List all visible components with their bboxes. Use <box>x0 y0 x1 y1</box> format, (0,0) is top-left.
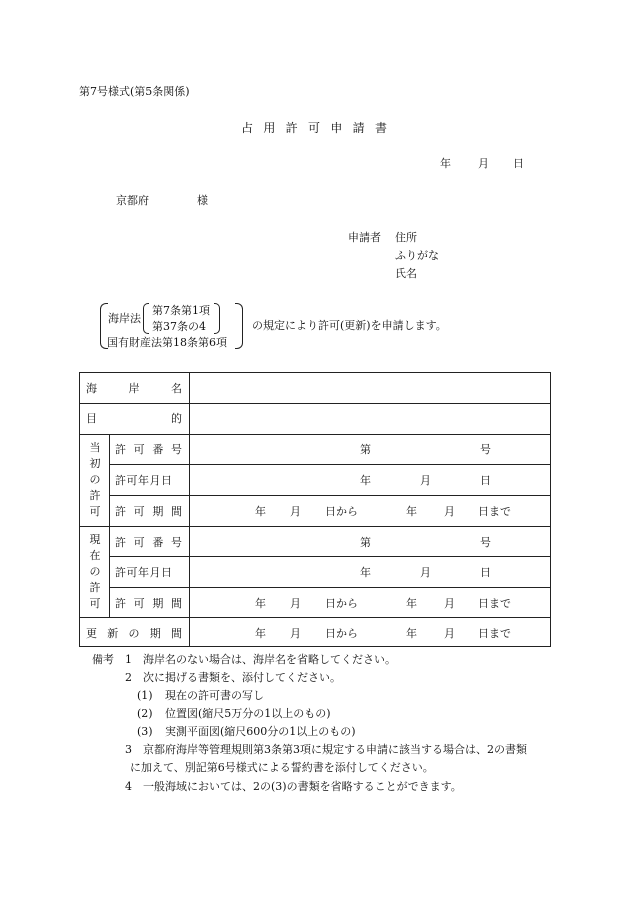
note-4-text: 一般海域においては、2の(3)の書類を省略することができます。 <box>143 780 462 793</box>
note-2-1-num: (1) <box>137 689 153 702</box>
addressee: 京都府 <box>116 194 149 207</box>
note-2-text: 次に掲げる書類を、添付してください。 <box>143 671 341 684</box>
initial-permit-number-label: 許 可 番 号 <box>115 443 182 456</box>
current-permit-group-label: 現 在 の 許 可 <box>89 533 101 610</box>
law2-label: 国有財産法第18条第6項 <box>107 336 227 349</box>
renewal-period-field[interactable]: 年 月 日から 年 月 日まで <box>255 627 511 640</box>
addressee-honorific: 様 <box>197 194 208 207</box>
initial-permit-number-field[interactable]: 第 号 <box>360 443 491 456</box>
purpose-field[interactable] <box>190 404 550 433</box>
note-2-num: 2 <box>125 671 132 684</box>
law1-item-2: 第37条の4 <box>152 320 206 333</box>
note-1-text: 海岸名のない場合は、海岸名を省略してください。 <box>143 653 396 666</box>
notes-header: 備考 <box>92 653 114 666</box>
applicant-address-label: 住所 <box>395 231 417 244</box>
applicant-furigana-label: ふりがな <box>395 249 439 262</box>
legal-basis-sentence: の規定により許可(更新)を申請します。 <box>252 319 447 332</box>
note-4-num: 4 <box>125 780 132 793</box>
note-3-num: 3 <box>125 743 132 756</box>
initial-permit-group-label: 当 初 の 許 可 <box>89 441 101 518</box>
law1-item-1: 第7条第1項 <box>152 304 210 317</box>
initial-permit-date-field[interactable]: 年 月 日 <box>360 474 491 487</box>
current-permit-period-label: 許 可 期 間 <box>115 597 182 610</box>
inner-left-brace <box>143 303 149 334</box>
initial-permit-date-label: 許可年月日 <box>115 474 173 487</box>
form-number: 第7号様式(第5条関係) <box>79 85 190 98</box>
current-permit-date-field[interactable]: 年 月 日 <box>360 566 491 579</box>
note-2-3-num: (3) <box>137 725 153 738</box>
current-permit-date-label: 許可年月日 <box>115 566 173 579</box>
purpose-label: 目 的 <box>86 412 182 425</box>
coast-name-field[interactable] <box>190 374 550 402</box>
applicant-label: 申請者 <box>348 231 381 244</box>
note-2-2-text: 位置図(縮尺5万分の1以上のもの) <box>165 707 331 720</box>
current-permit-number-label: 許 可 番 号 <box>115 536 182 549</box>
note-3-text-cont: に加えて、別記第6号様式による誓約書を添付してください。 <box>130 761 434 774</box>
renewal-period-label: 更 新 の 期 間 <box>86 627 182 640</box>
right-brace <box>235 303 243 349</box>
applicant-name-label: 氏名 <box>395 267 417 280</box>
note-1-num: 1 <box>125 653 132 666</box>
current-permit-number-field[interactable]: 第 号 <box>360 536 491 549</box>
note-2-1-text: 現在の許可書の写し <box>165 689 264 702</box>
application-table <box>79 372 551 647</box>
page-title: 占 用 許 可 申 請 書 <box>241 121 387 135</box>
coast-name-label: 海 岸 名 <box>86 382 182 395</box>
inner-right-brace <box>214 303 220 334</box>
note-2-3-text: 実測平面図(縮尺600分の1以上のもの) <box>165 725 356 738</box>
note-3-text: 京都府海岸等管理規則第3条第3項に規定する申請に該当する場合は、2の書類 <box>143 743 527 756</box>
law1-label: 海岸法 <box>108 312 141 325</box>
initial-permit-period-label: 許 可 期 間 <box>115 505 182 518</box>
current-permit-period-field[interactable]: 年 月 日から 年 月 日まで <box>255 597 511 610</box>
note-2-2-num: (2) <box>137 707 153 720</box>
initial-permit-period-field[interactable]: 年 月 日から 年 月 日まで <box>255 505 511 518</box>
